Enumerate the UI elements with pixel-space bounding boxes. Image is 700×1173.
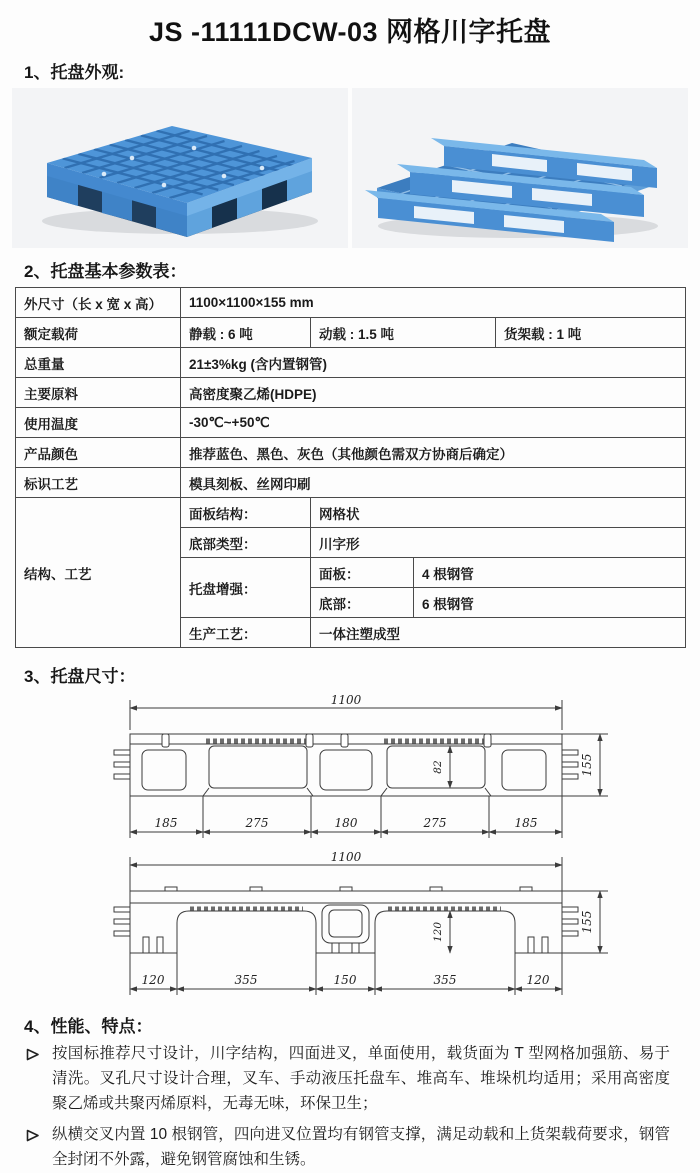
reinforce-bottom-value: 6 根钢管 bbox=[414, 588, 686, 618]
section4-heading: 4、性能、特点： bbox=[24, 1017, 153, 1036]
temperature-value: -30℃~+50℃ bbox=[181, 408, 686, 438]
dim-seg-4: 355 bbox=[433, 973, 457, 987]
dim-seg-1: 120 bbox=[141, 973, 165, 987]
spec-table bbox=[15, 287, 686, 648]
arrow-bullet-icon bbox=[26, 1129, 40, 1147]
page-title: JS -11111DCW-03 网格川字托盘 bbox=[148, 17, 552, 47]
temperature-label: 使用温度 bbox=[16, 408, 181, 438]
dim-overall-width: 1100 bbox=[330, 693, 362, 707]
panel-structure-value: 网格状 bbox=[311, 498, 686, 528]
material-value: 高密度聚乙烯(HDPE) bbox=[181, 378, 686, 408]
table-row bbox=[16, 378, 686, 408]
side-section-drawing bbox=[110, 692, 630, 842]
material-label: 主要原料 bbox=[16, 378, 181, 408]
feature-text: 纵横交叉内置 10 根钢管，四向进叉位置均有钢管支撑，满足动载和上货架载荷要求，钢管全封闭不外露，避免钢管腐蚀和生锈。 bbox=[52, 1126, 670, 1169]
dim-seg-5: 185 bbox=[514, 816, 538, 830]
marking-value: 模具刻板、丝网印刷 bbox=[181, 468, 686, 498]
dim-seg-2: 355 bbox=[234, 973, 258, 987]
outer-size-value: 1100×1100×155 mm bbox=[181, 288, 686, 318]
dimension-drawing-side bbox=[110, 692, 700, 847]
dim-seg-1: 185 bbox=[154, 816, 178, 830]
reinforce-bottom-label: 底部： bbox=[311, 588, 414, 618]
color-value: 推荐蓝色、黑色、灰色（其他颜色需双方协商后确定） bbox=[181, 438, 686, 468]
dim-opening-height: 120 bbox=[432, 921, 444, 943]
pallet-photos bbox=[12, 88, 688, 248]
feature-text: 按国标推荐尺寸设计，川字结构，四面进叉，单面使用，载货面为 T 型网格加强筋、易于清洗。叉孔尺寸设计合理，叉车、手动液压托盘车、堆高车、堆垛机均适用；采用高密度聚乙烯或共聚丙烯原料，无毒无味，环保卫生； bbox=[52, 1045, 670, 1112]
list-item bbox=[24, 1123, 670, 1173]
rack-load-value: 货架载 : 1 吨 bbox=[496, 318, 686, 348]
structure-label: 结构、工艺 bbox=[16, 498, 181, 648]
dim-seg-3: 180 bbox=[334, 816, 358, 830]
dim-seg-2: 275 bbox=[245, 816, 269, 830]
bottom-type-label: 底部类型： bbox=[181, 528, 311, 558]
panel-structure-label: 面板结构： bbox=[181, 498, 311, 528]
bottom-section-drawing bbox=[110, 849, 630, 999]
list-item bbox=[24, 1042, 670, 1116]
dimension-drawing-bottom bbox=[110, 849, 700, 1004]
static-load-value: 静载 : 6 吨 bbox=[181, 318, 311, 348]
dim-overall-width: 1100 bbox=[330, 850, 362, 864]
rated-load-label: 额定载荷 bbox=[16, 318, 181, 348]
section3-heading: 3、托盘尺寸： bbox=[24, 667, 136, 686]
pallet-top-illustration bbox=[12, 88, 346, 248]
marking-label: 标识工艺 bbox=[16, 468, 181, 498]
table-row bbox=[16, 468, 686, 498]
dynamic-load-value: 动载 : 1.5 吨 bbox=[311, 318, 496, 348]
process-value: 一体注塑成型 bbox=[311, 618, 686, 648]
table-row bbox=[16, 438, 686, 468]
reinforce-panel-label: 面板： bbox=[311, 558, 414, 588]
dim-overall-height: 155 bbox=[580, 910, 594, 934]
arrow-bullet-icon bbox=[26, 1048, 40, 1066]
color-label: 产品颜色 bbox=[16, 438, 181, 468]
section2-heading: 2、托盘基本参数表： bbox=[24, 262, 187, 281]
dim-opening-height: 82 bbox=[432, 760, 444, 774]
features-list bbox=[24, 1042, 670, 1173]
dim-seg-4: 275 bbox=[423, 816, 447, 830]
outer-size-label: 外尺寸（长 x 宽 x 高） bbox=[16, 288, 181, 318]
reinforce-label: 托盘增强： bbox=[181, 558, 311, 618]
section1-heading: 1、托盘外观: bbox=[24, 63, 125, 82]
dim-overall-height: 155 bbox=[580, 753, 594, 777]
weight-label: 总重量 bbox=[16, 348, 181, 378]
pallet-photo-top-view bbox=[12, 88, 348, 248]
table-row bbox=[16, 498, 686, 528]
pallet-photo-bottom-view bbox=[352, 88, 688, 248]
table-row bbox=[16, 408, 686, 438]
table-row bbox=[16, 348, 686, 378]
process-label: 生产工艺： bbox=[181, 618, 311, 648]
table-row bbox=[16, 288, 686, 318]
dim-seg-5: 120 bbox=[526, 973, 550, 987]
bottom-type-value: 川字形 bbox=[311, 528, 686, 558]
pallet-bottom-illustration bbox=[352, 88, 686, 248]
table-row bbox=[16, 318, 686, 348]
weight-value: 21±3%kg (含内置钢管) bbox=[181, 348, 686, 378]
document-page bbox=[0, 10, 700, 1169]
dim-seg-3: 150 bbox=[333, 973, 357, 987]
reinforce-panel-value: 4 根钢管 bbox=[414, 558, 686, 588]
